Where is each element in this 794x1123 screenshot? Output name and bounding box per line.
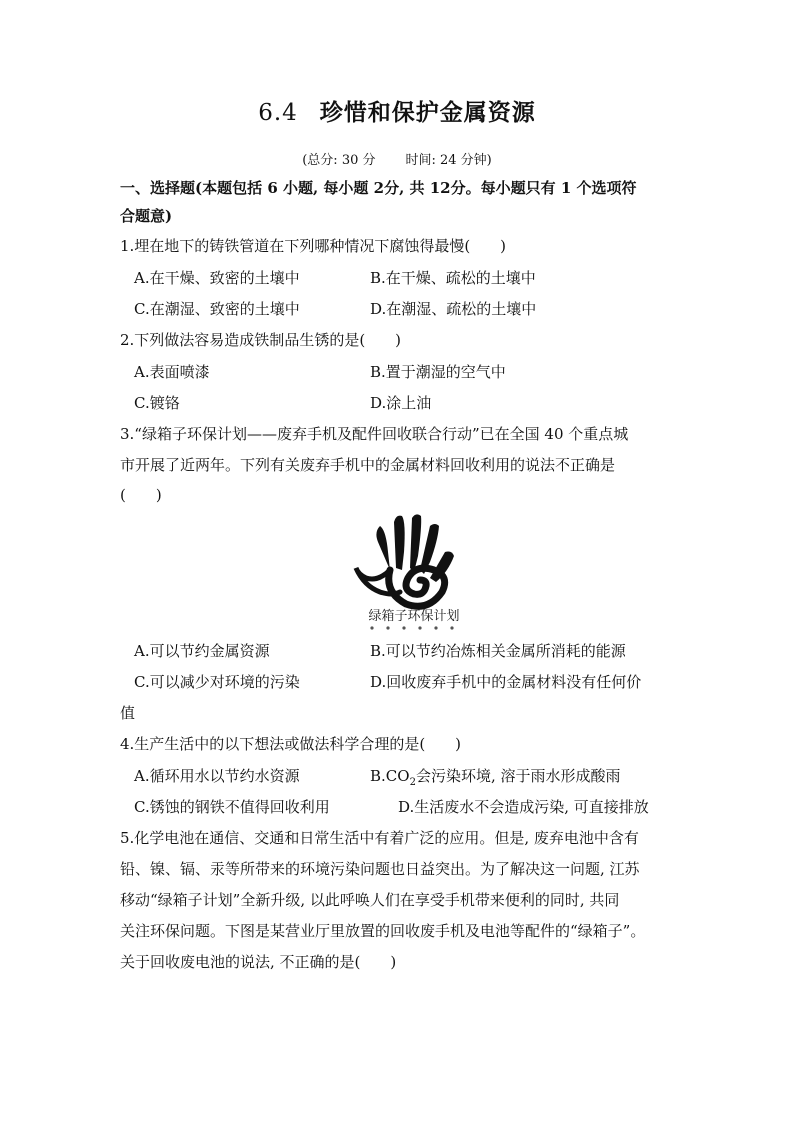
- question-3-option-b: B.可以节约冶炼相关金属所消耗的能源: [370, 642, 626, 660]
- question-1-option-b: B.在干燥、疏松的土壤中: [370, 269, 536, 287]
- question-4-option-b: [370, 766, 621, 793]
- question-3-option-c: C.可以减少对环境的污染: [134, 673, 300, 691]
- question-4-option-a: A.循环用水以节约水资源: [134, 767, 300, 785]
- logo-caption: 绿箱子环保计划: [368, 609, 460, 624]
- exam-meta: [0, 149, 794, 168]
- question-4-option-c: C.锈蚀的钢铁不值得回收利用: [134, 798, 330, 816]
- question-1-stem: 1.埋在地下的铸铁管道在下列哪种情况下腐蚀得最慢( ): [120, 237, 507, 255]
- question-3-stem-paren: ( ): [120, 486, 162, 504]
- question-2-stem: 2.下列做法容易造成铁制品生锈的是( ): [120, 331, 402, 349]
- option-b-text: 会污染环境, 溶于雨水形成酸雨: [415, 767, 621, 785]
- question-3-option-d: D.回收废弃手机中的金属材料没有任何价: [370, 673, 642, 691]
- question-1-option-c: C.在潮湿、致密的土壤中: [134, 300, 300, 318]
- question-4-option-d: D.生活废水不会造成污染, 可直接排放: [398, 798, 649, 816]
- question-5-line-3: 移动“绿箱子计划”全新升级, 以此呼唤人们在享受手机带来便利的同时, 共同: [120, 891, 620, 909]
- question-2-option-b: B.置于潮湿的空气中: [370, 363, 506, 381]
- question-2-option-c: C.镀铬: [134, 394, 180, 412]
- hand-spiral-icon: [350, 512, 478, 630]
- page-title: [0, 94, 794, 127]
- question-2-option-a: A.表面喷漆: [134, 363, 210, 381]
- co2-subscript: 2: [409, 777, 416, 788]
- green-box-logo: [350, 512, 478, 630]
- question-1-option-a: A.在干燥、致密的土壤中: [134, 269, 300, 287]
- question-3-option-d-cont: 值: [120, 704, 136, 722]
- question-4-stem: 4.生产生活中的以下想法或做法科学合理的是( ): [120, 735, 462, 753]
- total-score: (总分: 30 分: [302, 153, 376, 168]
- title-number: 6.4: [258, 100, 298, 126]
- question-5-line-2: 铅、镍、镉、汞等所带来的环境污染问题也日益突出。为了解决这一问题, 江苏: [120, 860, 640, 878]
- question-2-option-d: D.涂上油: [370, 394, 432, 412]
- option-b-prefix: B.CO: [370, 767, 410, 785]
- question-1-option-d: D.在潮湿、疏松的土壤中: [370, 300, 537, 318]
- time-limit: 时间: 24 分钟): [405, 153, 492, 168]
- question-3-stem-cont: 市开展了近两年。下列有关废弃手机中的金属材料回收利用的说法不正确是: [120, 456, 616, 474]
- title-text: 珍惜和保护金属资源: [319, 99, 536, 126]
- question-3-stem: 3.“绿箱子环保计划——废弃手机及配件回收联合行动”已在全国 40 个重点城: [120, 425, 629, 443]
- question-3-option-a: A.可以节约金属资源: [134, 642, 270, 660]
- section-heading-cont: 合题意): [120, 207, 173, 225]
- question-5-line-1: 5.化学电池在通信、交通和日常生活中有着广泛的应用。但是, 废弃电池中含有: [120, 829, 639, 847]
- question-5-line-5: 关于回收废电池的说法, 不正确的是( ): [120, 953, 397, 971]
- section-heading: 一、选择题(本题包括 6 小题, 每小题 2分, 共 12分。每小题只有 1 个选项符: [120, 179, 637, 197]
- question-5-line-4: 关注环保问题。下图是某营业厅里放置的回收废手机及电池等配件的“绿箱子”。: [120, 922, 646, 940]
